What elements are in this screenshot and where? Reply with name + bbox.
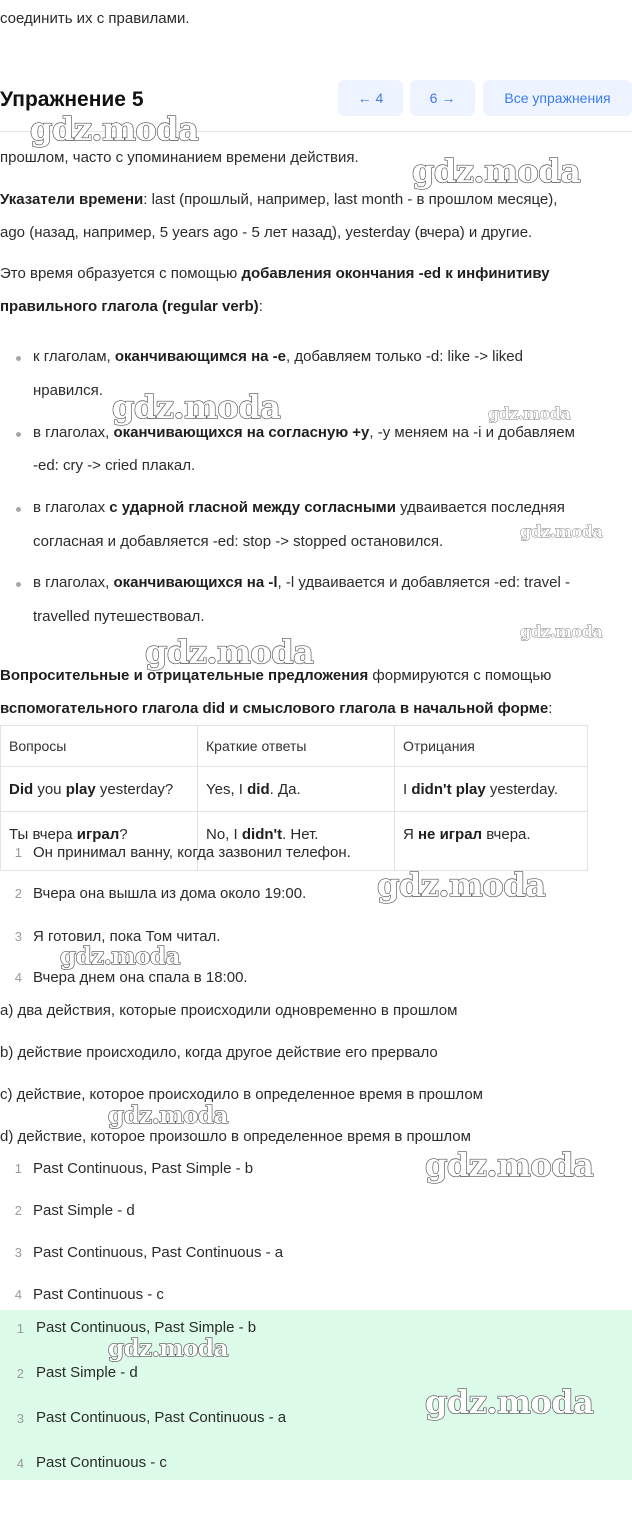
rule-item-cont: нравился. — [33, 382, 103, 399]
rule-item: в глаголах с ударной гласной между согласными удваивается последняя — [33, 499, 565, 516]
option-a: a) два действия, которые происходили одновременно в прошлом — [0, 1002, 458, 1019]
item-number: 4 — [14, 1287, 22, 1302]
table-header: Краткие ответы — [198, 726, 395, 767]
table-cell: Ты вчера играл? — [1, 812, 198, 871]
item-number: 1 — [14, 1161, 22, 1176]
exercise-title: Упражнение 5 — [0, 88, 144, 111]
formation-bold-2: правильного глагола (regular verb) — [0, 298, 259, 315]
rules-table-container — [0, 725, 600, 843]
watermark: gdz.moda — [377, 866, 546, 904]
list-item: Он принимал ванну, когда зазвонил телефон. — [33, 844, 351, 861]
watermark: gdz.moda — [520, 622, 603, 641]
rule-item: в глаголах, оканчивающихся на согласную +y, -y меняем на -i и добавляем — [33, 424, 575, 441]
next-exercise-button[interactable]: 6 → — [410, 80, 475, 116]
item-number: 3 — [14, 929, 22, 944]
list-item: Past Continuous - c — [33, 1286, 164, 1303]
questions-line: Вопросительные и отрицательные предложения формируются с помощью — [0, 667, 552, 684]
formation-end: : — [258, 298, 263, 315]
time-markers-label: Указатели времени — [0, 191, 144, 208]
intro-text: соединить их с правилами. — [0, 10, 190, 27]
table-cell: Did you play yesterday? — [1, 767, 198, 812]
list-item: Past Continuous, Past Continuous - a — [36, 1409, 287, 1426]
watermark: gdz.moda — [488, 404, 571, 423]
watermark: gdz.moda — [108, 1335, 228, 1362]
list-item: Я готовил, пока Том читал. — [33, 928, 221, 945]
rule-item-cont: travelled путешествовал. — [33, 608, 205, 625]
bullet — [16, 356, 21, 361]
prev-exercise-button[interactable]: ← 4 — [338, 80, 403, 116]
time-markers-text: : last (прошлый, например, last month - в прошлом месяце), — [143, 191, 558, 208]
questions-line-2: вспомогательного глагола did и смыслового глагола в начальной форме: — [0, 700, 553, 717]
formation-text: Это время образуется с помощью — [0, 265, 242, 282]
bullet — [16, 432, 21, 437]
table-cell: Я не играл вчера. — [395, 812, 588, 871]
watermark: gdz.moda — [425, 1383, 594, 1421]
watermark: gdz.moda — [30, 110, 199, 148]
item-number: 2 — [14, 1203, 22, 1218]
table-header: Отрицания — [395, 726, 588, 767]
list-item: Вчера она вышла из дома около 19:00. — [33, 885, 307, 902]
list-item: Past Continuous, Past Continuous - a — [33, 1244, 284, 1261]
rule-item-cont: -ed: cry -> cried плакал. — [33, 457, 196, 474]
watermark: gdz.moda — [412, 152, 581, 190]
table-cell: No, I didn't. Нет. — [198, 812, 395, 871]
time-markers-line-2: ago (назад, например, 5 years ago - 5 лет назад), yesterday (вчера) и другие. — [0, 224, 533, 241]
time-markers-line — [0, 190, 557, 210]
list-item: Past Continuous, Past Simple - b — [36, 1319, 257, 1336]
option-b: b) действие происходило, когда другое действие его прервало — [0, 1044, 438, 1061]
option-c: c) действие, которое происходило в определенное время в прошлом — [0, 1086, 483, 1103]
item-number: 2 — [16, 1366, 24, 1381]
table-header: Вопросы — [1, 726, 198, 767]
option-d: d) действие, которое произошло в определенное время в прошлом — [0, 1128, 471, 1145]
watermark: gdz.moda — [425, 1146, 594, 1184]
bullet — [16, 507, 21, 512]
formation-line — [0, 264, 550, 284]
watermark: gdz.moda — [112, 388, 281, 426]
table-cell: Yes, I did. Да. — [198, 767, 395, 812]
list-item: Past Continuous - c — [36, 1454, 167, 1471]
theory-line: прошлом, часто с упоминанием времени действия. — [0, 149, 359, 166]
bullet — [16, 582, 21, 587]
item-number: 1 — [14, 845, 22, 860]
list-item: Past Simple - d — [36, 1364, 138, 1381]
formation-line-2 — [0, 297, 263, 317]
all-exercises-button[interactable]: Все упражнения — [483, 80, 632, 116]
list-item: Past Simple - d — [33, 1202, 135, 1219]
watermark: gdz.moda — [108, 1102, 228, 1129]
watermark: gdz.moda — [60, 943, 180, 970]
item-number: 4 — [16, 1456, 24, 1471]
item-number: 3 — [14, 1245, 22, 1260]
item-number: 3 — [16, 1411, 24, 1426]
formation-bold: добавления окончания -ed к инфинитиву — [241, 265, 550, 282]
watermark: gdz.moda — [145, 633, 314, 671]
table-cell: I didn't play yesterday. — [395, 767, 588, 812]
list-item: Past Continuous, Past Simple - b — [33, 1160, 254, 1177]
table-row — [1, 767, 588, 812]
item-number: 2 — [14, 886, 22, 901]
list-item: Вчера днем она спала в 18:00. — [33, 969, 248, 986]
watermark: gdz.moda — [520, 522, 603, 541]
item-number: 1 — [16, 1321, 24, 1336]
item-number: 4 — [14, 970, 22, 985]
rule-item: к глаголам, оканчивающимся на -е, добавляем только -d: like -> liked — [33, 348, 523, 365]
rule-item-cont: согласная и добавляется -ed: stop -> stopped остановился. — [33, 533, 444, 550]
rule-item: в глаголах, оканчивающихся на -l, -l удваивается и добавляется -ed: travel - — [33, 574, 571, 591]
